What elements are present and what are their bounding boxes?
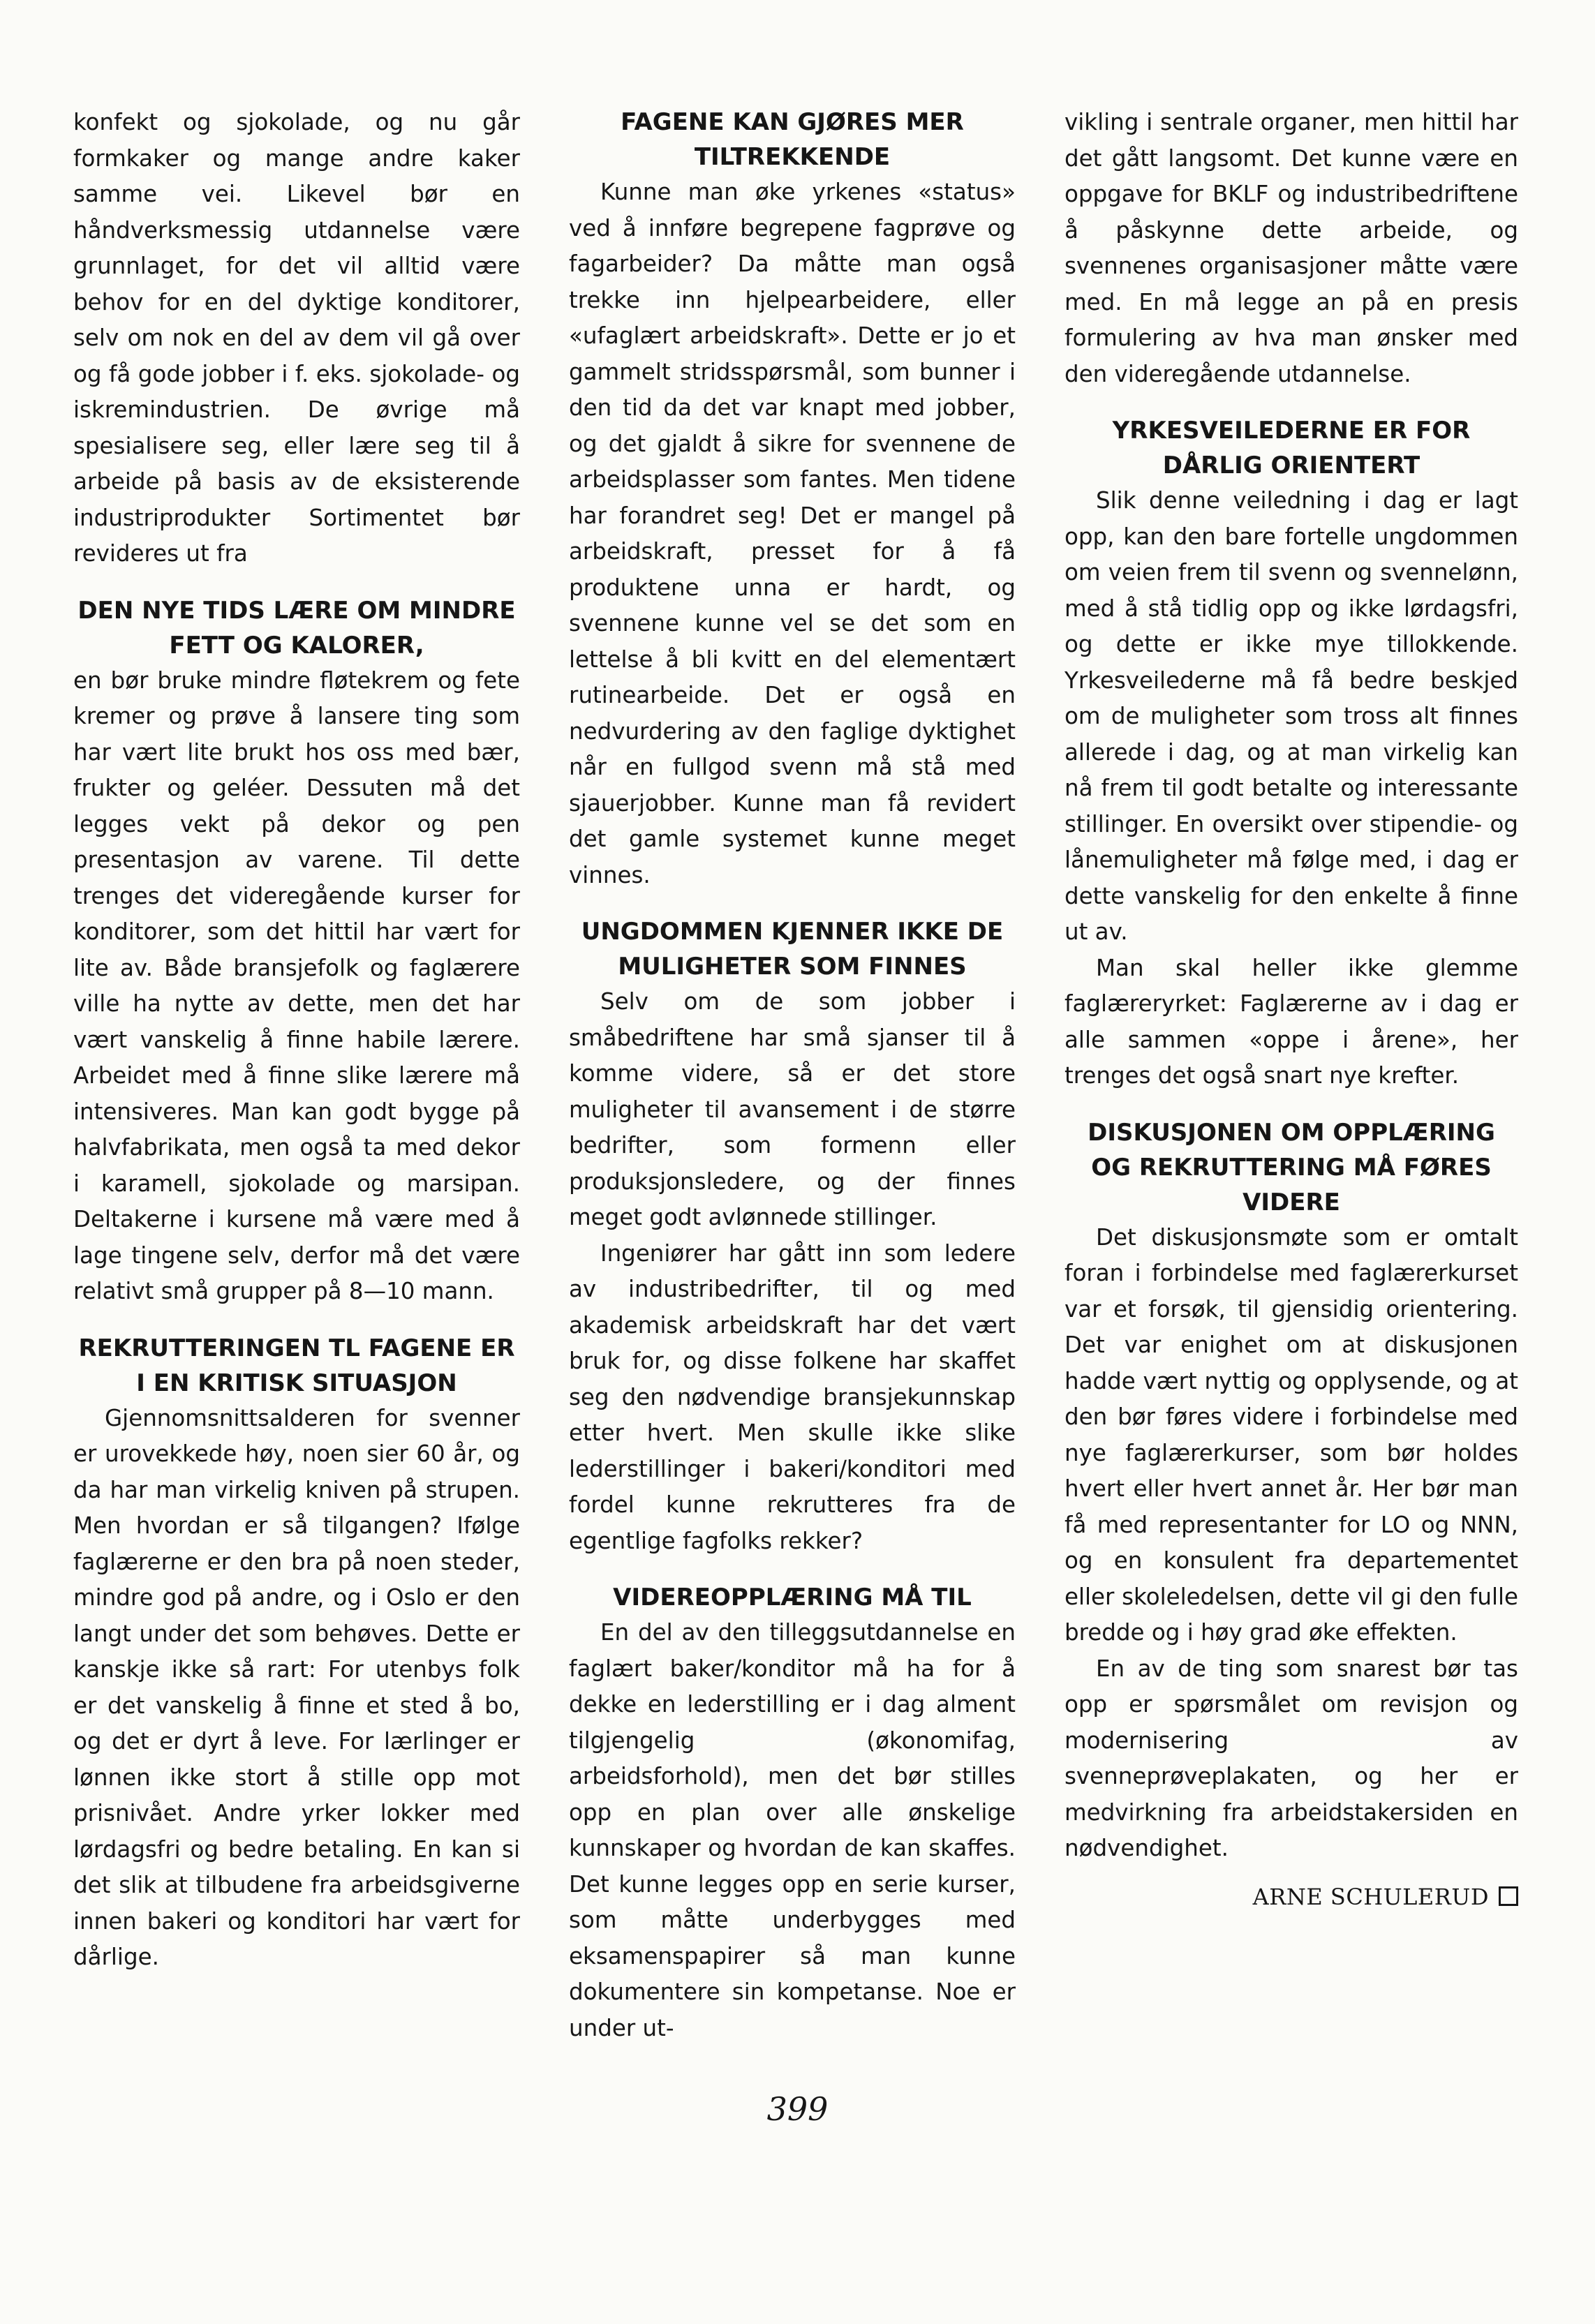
column-3 <box>1064 105 1518 1915</box>
body-paragraph: konfekt og sjokolade, og nu går formkaker og mange andre kaker samme vei. Likevel bør en håndverksmessig utdannelse være grunnlaget, for det vil alltid være behov for en del dyktige konditorer, selv om nok en del av dem vil gå over og få gode jobber i f. eks. sjokolade- og iskremindustrien. De øvrige må spesialisere seg, eller lære seg til å arbeide på basis av de eksisterende industriprodukter Sortimentet bør revideres ut fra <box>73 109 520 567</box>
column-1 <box>73 105 520 1976</box>
author-name: ARNE SCHULERUD <box>1252 1883 1489 1910</box>
end-mark-icon <box>1499 1886 1518 1906</box>
body-paragraph: vikling i sentrale organer, men hittil har det gått langsomt. Det kunne være en oppgave for BKLF og industribedriftene å påskynne dette arbeide, og svennenes organisasjoner måtte være med. En må legge an på en presis formulering av hva man ønsker med den videregående utdannelse. <box>1064 109 1518 387</box>
body-paragraph: Selv om de som jobber i småbedriftene har små sjanser til å komme videre, så er det store muligheter til avansement i de større bedrifter, som formenn eller produksjonsledere, og der finnes meget godt avlønnede stillinger. <box>569 988 1016 1230</box>
body-paragraph: Slik denne veiledning i dag er lagt opp, kan den bare fortelle ungdommen om veien frem til svenn og svennelønn, med å stå tidlig opp og ikke lørdagsfri, og dette er ikke mye tillokkende. Yrkesveilederne må få bedre beskjed om de muligheter som tross alt finnes allerede i dag, og at man virkelig kan nå frem til godt betalte og interessante stillinger. En oversikt over stipendie- og lånemuligheter må følge med, i dag er dette vanskelig for den enkelte å finne ut av. <box>1064 487 1518 945</box>
section-heading: DEN NYE TIDS LÆRE OM MINDRE FETT OG KALORER, <box>77 596 516 660</box>
section-heading: DISKUSJONEN OM OPPLÆRING OG REKRUTTERING MÅ FØRES VIDERE <box>1088 1118 1495 1216</box>
body-paragraph: En del av den tilleggsutdannelse en faglært baker/konditor må ha for å dekke en lederstilling er i dag alment tilgjengelig (økonomifag, arbeidsforhold), men det bør stilles opp en plan over alle ønskelige kunnskaper og hvordan de kan skaffes. Det kunne legges opp en serie kurser, som måtte underbygges med eksamenspapirer så man kunne dokumentere sin kompetanse. Noe er under ut- <box>569 1619 1016 2041</box>
page-number: 399 <box>766 2090 829 2128</box>
section-heading: VIDEREOPPLÆRING MÅ TIL <box>613 1584 972 1611</box>
column-2 <box>569 105 1016 2046</box>
author-signature <box>1064 1879 1518 1916</box>
section-heading: YRKESVEILEDERNE ER FOR DÅRLIG ORIENTERT <box>1112 417 1471 479</box>
body-paragraph: Ingeniører har gått inn som ledere av industribedrifter, til og med akademisk arbeidskraft har det vært bruk for, og disse folkene har skaffet seg den nødvendige bransjekunnskap etter hvert. Men skulle ikke slike lederstillinger i bakeri/konditori med fordel kunne rekrutteres fra de egentlige fagfolks rekker? <box>569 1239 1016 1554</box>
body-paragraph: Man skal heller ikke glemme faglæreryrket: Faglærerne av i dag er alle sammen «oppe i årene», her trenges det også snart nye krefter. <box>1064 954 1518 1089</box>
body-paragraph: Gjennomsnittsalderen for svenner er urovekkede høy, noen sier 60 år, og da har man virkelig kniven på strupen. Men hvordan er så tilgangen? Ifølge faglærerne er den bra på noen steder, mindre god på andre, og i Oslo er den langt under det som behøves. Dette er kanskje ikke så rart: For utenbys folk er det vanskelig å finne et sted å bo, og det er dyrt å leve. For lærlinger er lønnen ikke stort å stille opp mot prisnivået. Andre yrker lokker med lørdagsfri og bedre betaling. En kan si det slik at tilbudene fra arbeidsgiverne innen bakeri og konditori har vært for dårlige. <box>73 1404 520 1970</box>
section-heading: REKRUTTERINGEN TL FAGENE ER I EN KRITISK SITUASJON <box>78 1334 515 1397</box>
body-paragraph: Kunne man øke yrkenes «status» ved å innføre begrepene fagprøve og fagarbeider? Da måtte man også trekke inn hjelpearbeidere, eller «ufaglært arbeidskraft». Dette er jo et gammelt stridsspørsmål, som bunner i den tid da det var knapt med jobber, og det gjaldt å sikre for svennene de arbeidsplasser som fantes. Men tidene har forandret seg! Det er mangel på arbeidskraft, presset for å få produktene unna er hardt, og svennene kunne vel se det som en lettelse å bli kvitt en del elementært rutinearbeide. Det er også en nedvurdering av den faglige dyktighet når en fullgod svenn må stå med sjauerjobber. Kunne man få revidert det gamle systemet kunne meget vinnes. <box>569 179 1016 888</box>
body-paragraph: En av de ting som snarest bør tas opp er spørsmålet om revisjon og modernisering av svenneprøveplakaten, og her er medvirkning fra arbeidstakersiden en nødvendighet. <box>1064 1655 1518 1861</box>
section-heading: UNGDOMMEN KJENNER IKKE DE MULIGHETER SOM FINNES <box>581 918 1004 981</box>
body-paragraph: Det diskusjonsmøte som er omtalt foran i forbindelse med faglærerkurset var et forsøk, til gjensidig orientering. Det var enighet om at diskusjonen hadde vært nyttig og opplysende, og at den bør føres videre i forbindelse med nye faglærerkurser, som bør holdes hvert eller hvert annet år. Her bør man få med representanter for LO og NNN, og en konsulent fra departementet eller skoleledelsen, dette vil gi den fulle bredde og i høy grad øke effekten. <box>1064 1223 1518 1646</box>
body-paragraph: en bør bruke mindre fløtekrem og fete kremer og prøve å lansere ting som har vært lite brukt hos oss med bær, frukter og geléer. Dessuten må det legges vekt på dekor og pen presentasjon av varene. Til dette trenges det videregående kurser for konditorer, som det hittil har vært for lite av. Både bransjefolk og faglærere ville ha nytte av dette, men det har vært vanskelig å finne habile lærere. Arbeidet med å finne slike lærere må intensiveres. Man kan godt bygge på halvfabrikata, men også ta med dekor i karamell, sjokolade og marsipan. Deltakerne i kursene må være med å lage tingene selv, derfor må det være relativt små grupper på 8—10 mann. <box>73 666 520 1304</box>
section-heading: FAGENE KAN GJØRES MER TILTREKKENDE <box>621 108 964 171</box>
